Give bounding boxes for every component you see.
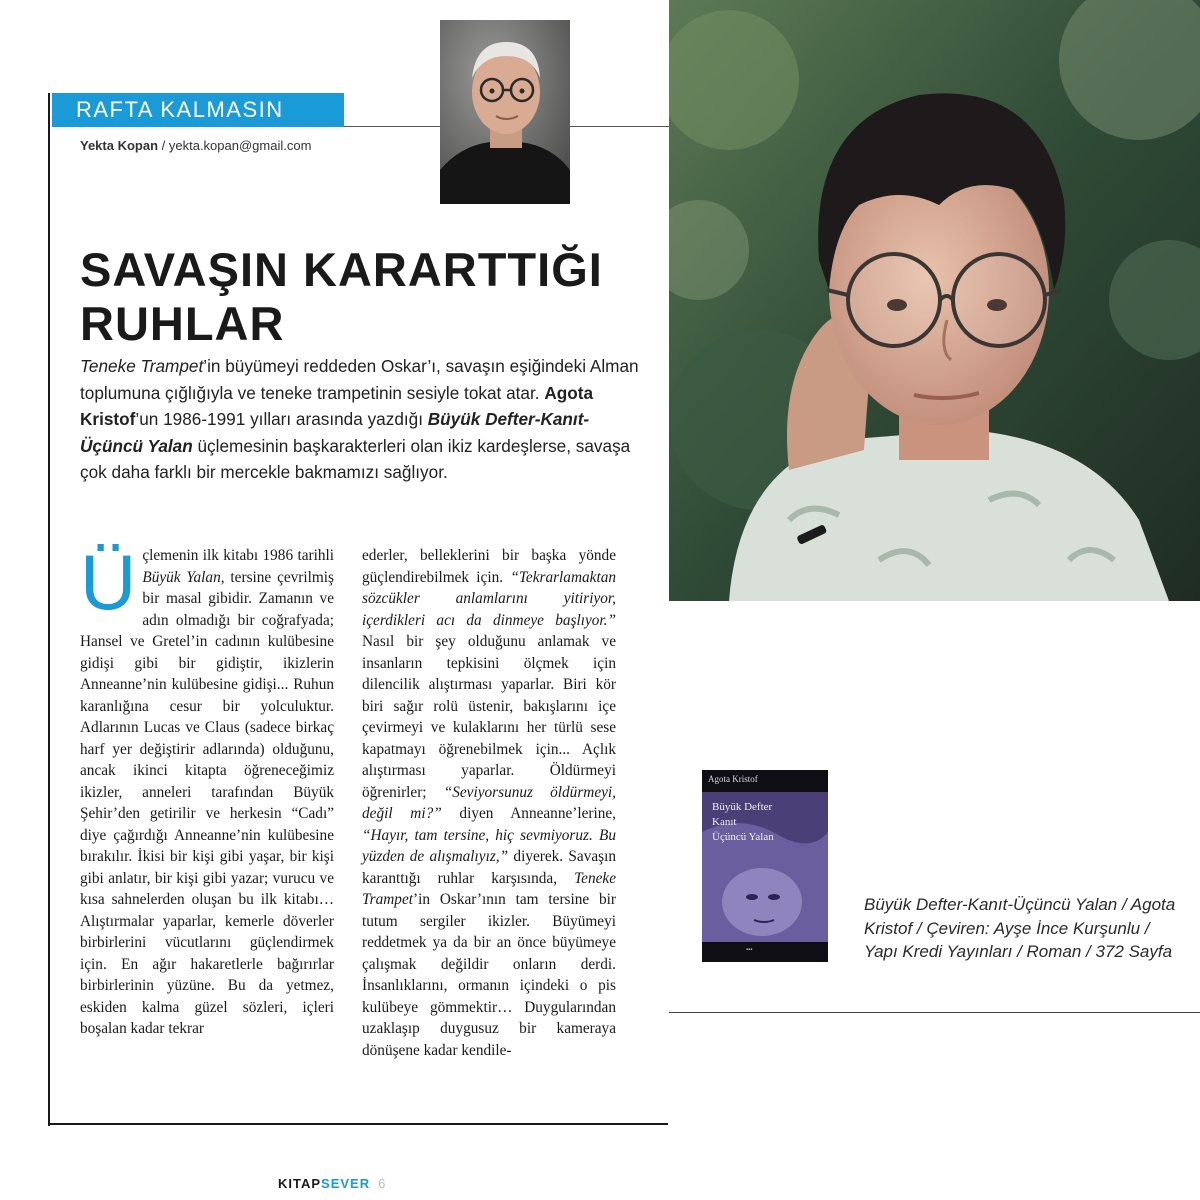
left-col-part-a: çlemenin ilk kitabı 1986 tarihli (142, 547, 334, 564)
article-headline (80, 243, 640, 351)
lead-paragraph (80, 353, 640, 486)
book-cover-title-2: Kanıt (712, 816, 737, 828)
author-photo (440, 20, 570, 204)
lead-part-4: ’un 1986-1991 yılları arasında yazdığı (135, 409, 428, 429)
left-column-rule (48, 93, 50, 1126)
right-col-part-i: ’in Oskar’ının tam tersine bir tutum sergiler ikizler. Büyümeyi reddetmek ya da bir an önce büyümeye çalışmak değildir onların derdi. İnsanlıklarını, ormanın içindeki o pis kulübeye gömmektir… Duygularından uzaklaşıp duygusuz bir kameraya dönüşene kadar kendile- (362, 891, 616, 1059)
left-col-part-c: , tersine çevrilmiş bir masal gibidir. Zamanın ve adın olmadığı bir coğrafyada; Hansel ve Gretel’in cadının kulübesine gidişi gibi bir gidiştir, ikizlerin Anneanne’nin kulübesine gidişi... Ruhun karanlığına cesur bir yolculuktur. Adlarının Lucas ve Claus (sadece birkaç harf yer değiştirir adlarında) olduğunu, ancak ikinci kitapta öğreneceğimiz ikizler, anneleri tarafından Büyük Şehir’den getirilir ve herkesin “Cadı” diye çağırdığı Anneanne’nin kulübesine bırakılır. İkisi bir kişi gibi yaşar, bir kişi gibi anlatır, bir kişi gibi yazar; vurucu ve kısa sahnelerden oluşan bu ilk kitabı… Alıştırmalar yaparlar, kemerle döverler birbirlerini vücutlarını güçlendirmek için. En ağır hakaretlerle bağırırlar birbirlerinin yüzüne. Bu da yetmez, eskiden kalma güzel sözleri, içleri boşalan kadar tekrar (80, 568, 334, 1037)
book-cover (702, 770, 828, 962)
left-col-part-b: Büyük Yalan (142, 568, 221, 586)
page-footer (278, 1176, 386, 1191)
body-column-right (362, 545, 616, 1061)
right-col-part-b: “Tekrarlamaktan sözcükler anlamlarını yitiriyor, içerdikleri acı da dinmeye başlıyor.” (362, 568, 616, 629)
right-col-part-g: diyerek. Savaşın karanttığı ruhlar karşısında, (362, 848, 616, 887)
right-col-part-h: Teneke Trampet (362, 869, 616, 908)
footer-brand-part-2: SEVER (321, 1176, 371, 1191)
portrait-illustration (669, 0, 1200, 601)
lead-part-6: üçlemesinin başkarakterleri olan ikiz kardeşlerse, savaşa çok daha farklı bir mercekle bakmamızı sağlıyor. (80, 435, 631, 482)
lead-part-3: Agota Kristof (80, 382, 594, 429)
book-cover-title (712, 800, 774, 845)
author-name: Yekta Kopan (80, 138, 159, 153)
section-tag: RAFTA KALMASIN (52, 93, 344, 127)
lead-part-2: ’in büyümeyi reddeden Oskar’ı, savaşın eşiğindeki Alman toplumuna çığlığıyla ve teneke trampetinin sesiyle tokat atar. (80, 356, 639, 403)
lead-part-1: Teneke Trampet (80, 356, 204, 376)
right-col-part-d: “Seviyorsunuz öldürmeyi, değil mi?” (362, 783, 616, 822)
right-col-part-f: “Hayır, tam tersine, hiç sevmiyoruz. Bu yüzden de alışmalıyız,” (362, 826, 616, 865)
headline-line-1: SAVAŞIN KARARTTIĞI (80, 243, 603, 296)
footer-brand-part-1: KITAP (278, 1176, 322, 1191)
author-email: yekta.kopan@gmail.com (168, 138, 312, 153)
book-cover-title-3: Üçüncü Yalan (712, 831, 774, 843)
author-photo-illustration (440, 20, 570, 204)
caption-divider (669, 1012, 1200, 1013)
agota-kristof-portrait (669, 0, 1200, 601)
book-cover-title-1: Büyük Defter (712, 801, 773, 813)
author-byline (80, 138, 311, 153)
lead-part-5: Büyük Defter-Kanıt-Üçüncü Yalan (80, 409, 590, 456)
book-caption: Büyük Defter-Kanıt-Üçüncü Yalan / Agota Kristof / Çeviren: Ayşe İnce Kurşunlu / Yapı Kredi Yayınları / Roman / 372 Sayfa (864, 895, 1176, 961)
headline-line-2: RUHLAR (80, 297, 285, 350)
book-cover-author: Agota Kristof (708, 774, 758, 784)
bottom-rule (48, 1123, 668, 1125)
byline-separator: / (158, 138, 169, 153)
right-col-part-e: diyen Anneanne’lerine, (441, 805, 616, 822)
right-col-part-c: Nasıl bir şey olduğunu anlamak ve insanların tepkisini ölçmek için dilencilik alıştırması yaparlar. Biri kör biri sağır rolü üstenir, bakışlarını içe çevirmeyi ve kulaklarını her türlü sese kapatmayı öğrenebilmek için... Açlık alıştırması yaparlar. Öldürmeyi öğrenirler; (362, 633, 616, 801)
drop-cap: Ü (80, 538, 137, 626)
body-column-left (80, 538, 334, 1040)
right-col-part-a: ederler, belleklerini bir başka yönde güçlendirebilmek için. (362, 547, 616, 586)
book-publisher-logo: ▪▪▪ (746, 947, 753, 953)
page-number: 6 (378, 1176, 387, 1191)
